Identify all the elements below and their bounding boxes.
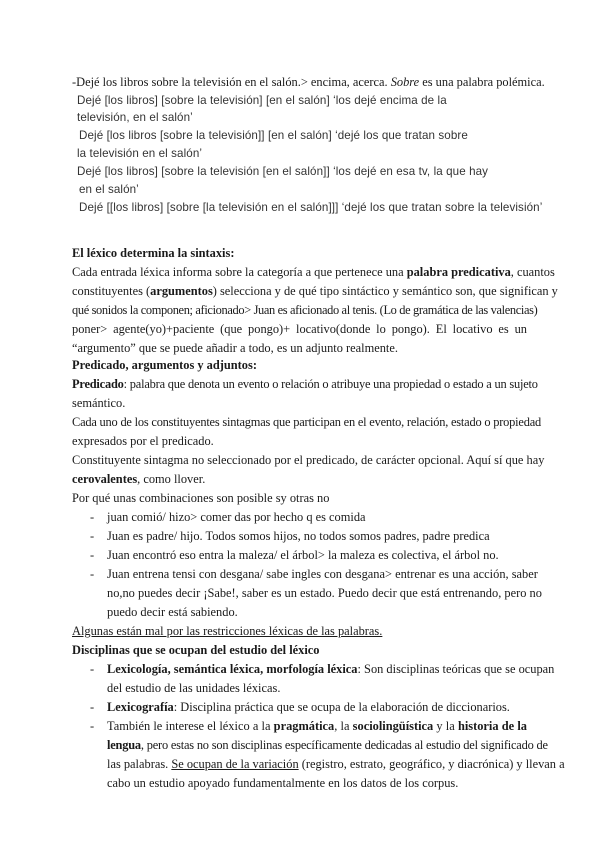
disciplina-lexicografia: Lexicografía: Disciplina práctica que se ocupa de la elaboración de diccionarios. bbox=[107, 700, 510, 714]
restricciones-note: Algunas están mal por las restricciones léxicas de las palabras. bbox=[72, 624, 383, 638]
disciplina-otras-line-4: cabo un estudio apoyado fundamentalmente en los datos de los corpus. bbox=[107, 776, 459, 790]
example-line-6: en el salón’ bbox=[79, 183, 139, 196]
intro-sentence bbox=[72, 75, 545, 90]
disciplina-otras-line-2: lengua, pero estas no son disciplinas específicamente dedicadas al estudio del significado de bbox=[107, 738, 548, 752]
example-line-4: la televisión en el salón’ bbox=[77, 147, 203, 160]
intro-text-end: es una palabra polémica. bbox=[419, 75, 545, 89]
paragraph-entrada-lexica-line-2: constituyentes (argumentos) selecciona y de qué tipo sintáctico y semántico son, que significan y bbox=[72, 284, 558, 298]
example-line-5: Dejé [los libros] [sobre la televisión [en el salón]] ‘los dejé en esa tv, la que hay bbox=[77, 165, 489, 178]
intro-italic-word: Sobre bbox=[390, 75, 420, 89]
example-line-3: Dejé [los libros [sobre la televisión]] [en el salón] ‘dejé los que tratan sobre bbox=[79, 129, 468, 142]
list-item-entrenar-line-1: Juan entrena tensi con desgana/ sabe ingles con desgana> entrenar es una acción, saber bbox=[107, 567, 538, 581]
combinations-question: Por qué unas combinaciones son posible sy otras no bbox=[72, 491, 330, 505]
list-dash: - bbox=[90, 510, 95, 524]
predicado-definition-line-2: semántico. bbox=[72, 396, 126, 410]
predicado-definition-line-1: Predicado: palabra que denota un evento o relación o atribuye una propiedad o estado a un sujeto bbox=[72, 377, 538, 391]
list-dash: - bbox=[90, 548, 95, 562]
section-heading-disciplinas: Disciplinas que se ocupan del estudio del léxico bbox=[72, 643, 320, 657]
argumentos-definition-line-1: Cada uno de los constituyentes sintagmas que participan en el evento, relación, estado o propiedad bbox=[72, 415, 541, 429]
list-dash: - bbox=[90, 700, 95, 714]
list-dash: - bbox=[90, 662, 95, 676]
adjuntos-definition-line-2: cerovalentes, como llover. bbox=[72, 472, 206, 486]
disciplina-otras-line-3: las palabras. Se ocupan de la variación (registro, estrato, geográfico, y diacrónica) y llevan a bbox=[107, 757, 565, 771]
list-item-maleza: Juan encontró eso entra la maleza/ el árbol> la maleza es colectiva, el árbol no. bbox=[107, 548, 499, 562]
list-item-comer: juan comió/ hizo> comer das por hecho q es comida bbox=[107, 510, 366, 524]
intro-text-start: -Dejé los libros sobre la televisión en el salón.> encima, acerca. bbox=[72, 75, 391, 89]
argumentos-definition-line-2: expresados por el predicado. bbox=[72, 434, 214, 448]
adjuntos-definition-line-1: Constituyente sintagma no seleccionado por el predicado, de carácter opcional. Aquí sí que hay bbox=[72, 453, 545, 467]
section-heading-lexico-sintaxis: El léxico determina la sintaxis: bbox=[72, 246, 235, 260]
example-line-2: televisión, en el salón’ bbox=[77, 111, 193, 124]
list-dash: - bbox=[90, 719, 95, 733]
list-dash: - bbox=[90, 567, 95, 581]
example-line-1: Dejé [los libros] [sobre la televisión] [en el salón] ‘los dejé encima de la bbox=[77, 94, 447, 107]
list-item-entrenar-line-3: puedo decir está sabiendo. bbox=[107, 605, 238, 619]
paragraph-entrada-lexica-line-3: qué sonidos la componen; aficionado> Juan es aficionado al tenis. (Lo de gramática de las valencias) bbox=[72, 303, 538, 317]
list-item-entrenar-line-2: no,no puedes decir ¡Sabe!, saber es un estado. Puedo decir que está entrenando, pero no bbox=[107, 586, 542, 600]
disciplina-otras-line-1: También le interese el léxico a la pragmática, la sociolingüística y la historia de la bbox=[107, 719, 527, 733]
example-line-7: Dejé [[los libros] [sobre [la televisión en el salón]]] ‘dejé los que tratan sobre la televisión’ bbox=[79, 201, 543, 214]
disciplina-lexicologia-line-1: Lexicología, semántica léxica, morfología léxica: Son disciplinas teóricas que se ocupan bbox=[107, 662, 555, 676]
section-heading-predicado: Predicado, argumentos y adjuntos: bbox=[72, 358, 257, 372]
paragraph-entrada-lexica-line-4: poner> agente(yo)+paciente (que pongo)+ locativo(donde lo pongo). El locativo es un bbox=[72, 322, 527, 336]
list-dash: - bbox=[90, 529, 95, 543]
paragraph-entrada-lexica-line-1: Cada entrada léxica informa sobre la categoría a que pertenece una palabra predicativa, cuantos bbox=[72, 265, 555, 279]
list-item-padre: Juan es padre/ hijo. Todos somos hijos, no todos somos padres, padre predica bbox=[107, 529, 490, 543]
disciplina-lexicologia-line-2: del estudio de las unidades léxicas. bbox=[107, 681, 281, 695]
paragraph-entrada-lexica-line-5: “argumento” que se puede añadir a todo, es un adjunto realmente. bbox=[72, 341, 398, 355]
